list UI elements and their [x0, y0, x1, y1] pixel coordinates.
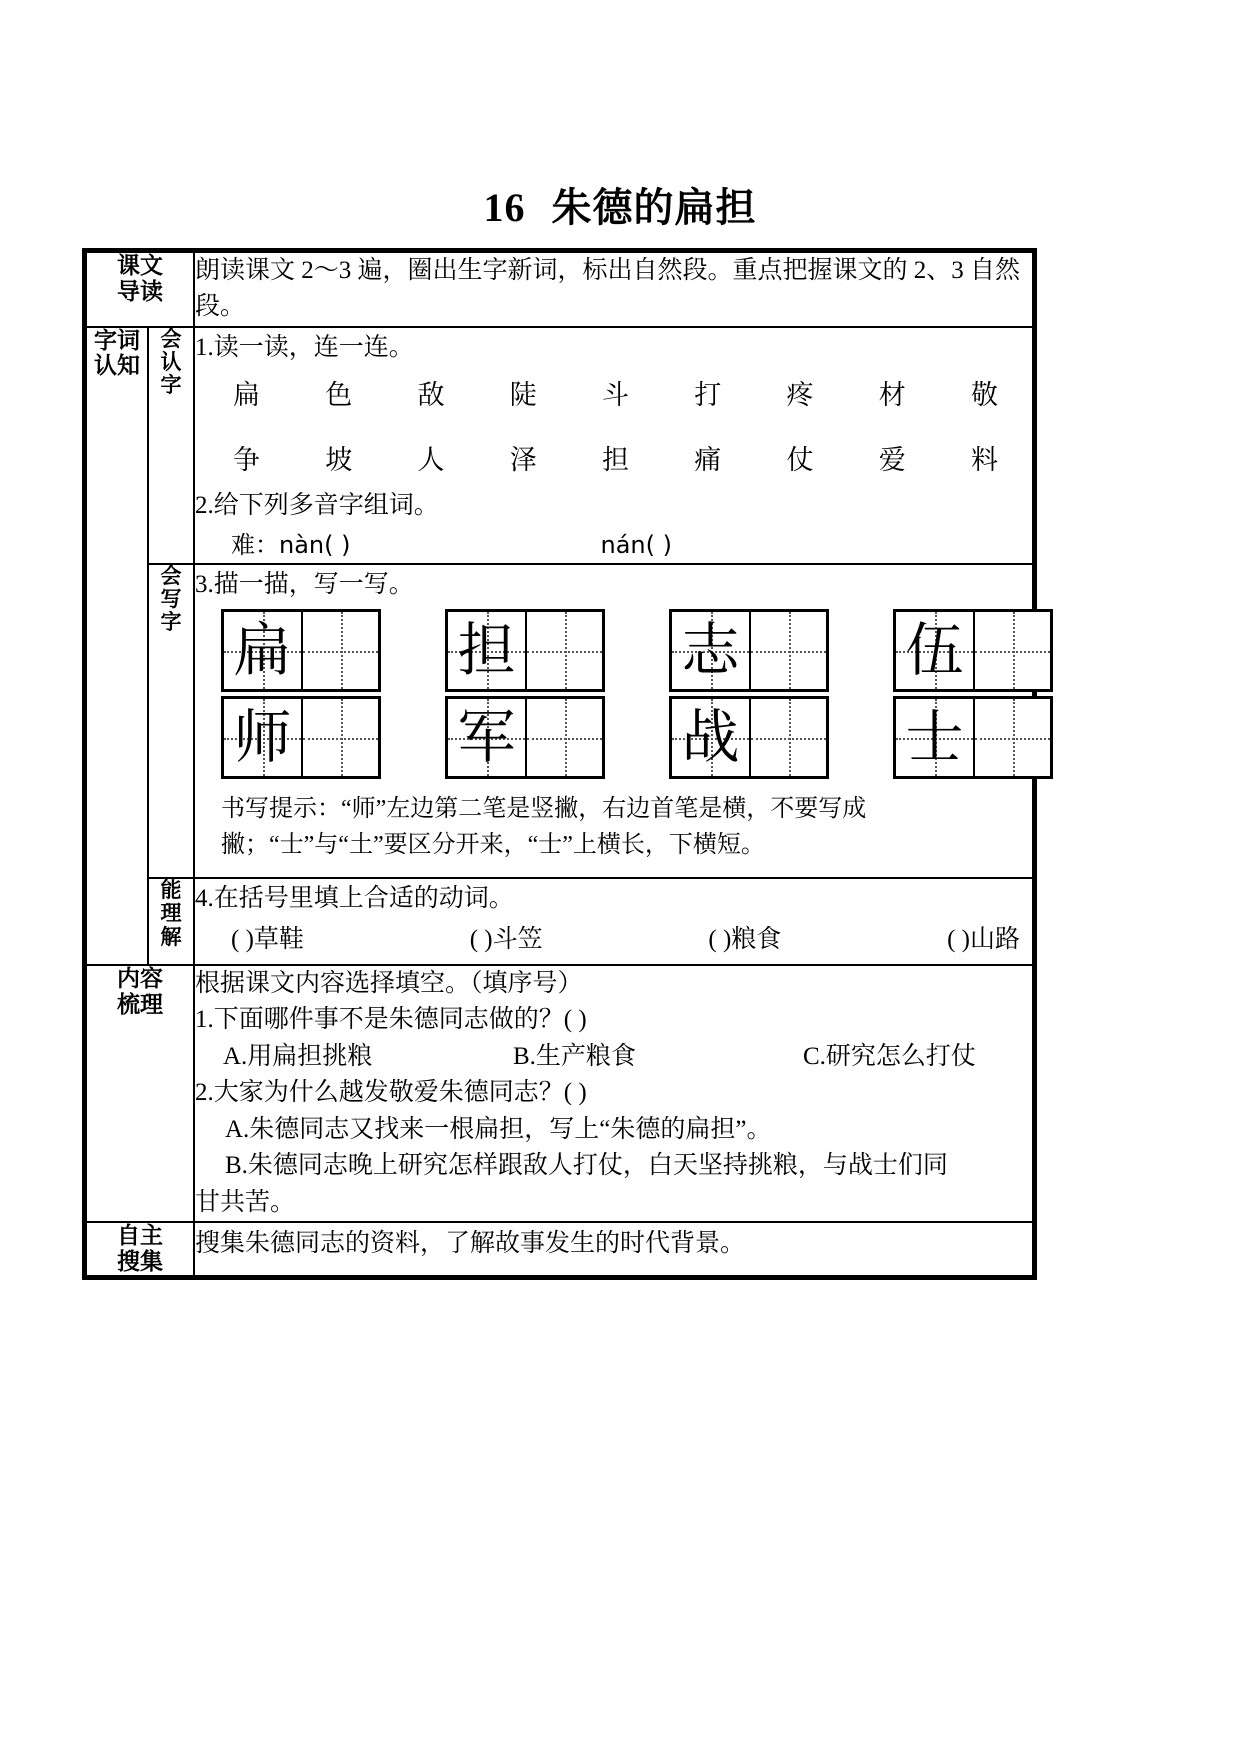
tianzige-cell-empty[interactable]	[525, 699, 602, 776]
table-row-collect	[86, 1222, 1033, 1276]
lesson-number: 16	[483, 185, 526, 230]
table-row-understand	[86, 878, 1033, 965]
sublabel-understand	[148, 878, 194, 965]
sublabel-understand-c3: 解	[160, 925, 182, 949]
tianzige-group[interactable]	[893, 609, 1053, 692]
char-item[interactable]: 爱	[878, 444, 906, 475]
tianzige-cell-empty[interactable]	[749, 699, 826, 776]
char-item[interactable]: 担	[602, 444, 629, 475]
char-item[interactable]: 扁	[233, 379, 260, 410]
review-question-1[interactable]: 1.下面哪件事不是朱德同志做的？( )	[195, 1006, 587, 1034]
review-q1-option-c[interactable]: C.研究怎么打仗	[803, 1042, 976, 1070]
row-label-review-line1: 内容	[117, 964, 163, 991]
recognize-q1: 1.读一读，连一连。	[195, 333, 414, 361]
row-label-review-line2: 梳理	[117, 990, 163, 1017]
tianzige-group[interactable]	[445, 609, 605, 692]
collect-text: 搜集朱德同志的资料，了解故事发生的时代背景。	[195, 1230, 746, 1258]
tianzige-cell-empty[interactable]	[749, 612, 826, 689]
tianzige-cell-filled	[448, 612, 525, 689]
char-item[interactable]: 仗	[786, 444, 814, 475]
row-label-guide-line1: 课文	[117, 252, 163, 278]
verb-blank-item[interactable]: ( )粮食	[708, 925, 782, 953]
sublabel-recognize	[148, 327, 194, 565]
review-q1-options	[195, 1039, 1032, 1076]
review-cell	[194, 965, 1033, 1223]
understand-q4: 4.在括号里填上合适的动词。	[195, 885, 514, 913]
char-item[interactable]: 料	[971, 444, 998, 475]
row-label-vocab-line1: 字词	[94, 326, 140, 353]
char-item[interactable]: 材	[878, 379, 906, 410]
recognize-cell	[194, 327, 1033, 565]
tianzige-cell-empty[interactable]	[973, 699, 1050, 776]
tianzige-cell-empty[interactable]	[301, 612, 378, 689]
sublabel-write-c2: 写	[160, 588, 182, 612]
verb-blank-item[interactable]: ( )草鞋	[231, 925, 304, 953]
duoyin-answer-line	[195, 528, 1032, 563]
review-intro: 根据课文内容选择填空。（填序号）	[195, 969, 583, 997]
writing-grid-row2	[221, 696, 1024, 779]
review-q2-option-b-line1[interactable]: B.朱德同志晚上研究怎样跟敌人打仗，白天坚持挑粮，与战士们同	[225, 1152, 948, 1180]
lesson-title-text: 朱德的扁担	[551, 185, 757, 230]
char-item[interactable]: 坡	[325, 444, 353, 475]
row-label-review	[86, 965, 194, 1223]
sublabel-understand-c1: 能	[160, 879, 182, 903]
table-row-review	[86, 965, 1033, 1223]
tianzige-cell-filled	[896, 699, 973, 776]
char-item[interactable]: 色	[325, 379, 353, 410]
review-q1-option-b[interactable]: B.生产粮食	[513, 1042, 636, 1070]
review-q1-option-a[interactable]: A.用扁担挑粮	[223, 1042, 373, 1070]
tianzige-cell-empty[interactable]	[973, 612, 1050, 689]
duoyin-first-blank[interactable]: 难：nàn( )	[231, 531, 351, 560]
tianzige-cell-filled	[896, 612, 973, 689]
tianzige-cell-empty[interactable]	[301, 699, 378, 776]
duoyin-second-blank[interactable]: nán( )	[600, 531, 672, 560]
review-q2-option-a[interactable]: A.朱德同志又找来一根扁担，写上“朱德的扁担”。	[225, 1115, 772, 1143]
char-item[interactable]: 疼	[786, 379, 814, 410]
sublabel-write	[148, 564, 194, 878]
table-row-guide	[86, 252, 1033, 327]
recognize-chars-row1	[195, 376, 1032, 415]
guide-text: 朗读课文 2～3 遍，圈出生字新词，标出自然段。重点把握课文的 2、3 自然段。	[195, 257, 1021, 321]
tianzige-cell-empty[interactable]	[525, 612, 602, 689]
tianzige-cell-filled	[224, 699, 301, 776]
collect-cell	[194, 1222, 1033, 1276]
writing-grid-row1	[221, 609, 1024, 692]
verb-blank-item[interactable]: ( )山路	[947, 925, 1020, 953]
sublabel-recognize-c2: 认	[160, 350, 182, 374]
tianzige-group[interactable]	[669, 609, 829, 692]
row-label-collect-line2: 搜集	[117, 1248, 163, 1275]
review-q2-option-b-line2: 甘共苦。	[195, 1188, 296, 1216]
row-label-guide-line2: 导读	[117, 277, 163, 304]
tianzige-cell-filled	[448, 699, 525, 776]
recognize-q2: 2.给下列多音字组词。	[195, 492, 439, 520]
sublabel-recognize-c1: 会	[160, 327, 182, 351]
worksheet-table	[82, 248, 1037, 1280]
sublabel-understand-c2: 理	[160, 902, 182, 926]
tianzige-cell-filled	[224, 612, 301, 689]
tianzige-cell-filled	[672, 699, 749, 776]
table-row-recognize	[86, 327, 1033, 565]
guide-text-cell	[194, 252, 1033, 327]
grid-character: 担	[457, 617, 516, 683]
char-item[interactable]: 敌	[417, 379, 445, 410]
char-item[interactable]: 斗	[602, 379, 629, 410]
understand-cell	[194, 878, 1033, 965]
grid-character: 战	[681, 704, 740, 770]
row-label-guide	[86, 252, 194, 327]
char-item[interactable]: 痛	[694, 444, 722, 475]
writing-tip-line2: 撇；“士”与“土”要区分开来，“士”上横长，下横短。	[221, 832, 765, 859]
tianzige-group[interactable]	[893, 696, 1053, 779]
sublabel-write-c1: 会	[160, 565, 182, 589]
recognize-chars-row2	[195, 441, 1032, 480]
tianzige-cell-filled	[672, 612, 749, 689]
char-item[interactable]: 争	[233, 444, 260, 475]
writing-tip-line1: 书写提示：“师”左边第二笔是竖撇，右边首笔是横，不要写成	[221, 796, 867, 823]
grid-character: 志	[681, 617, 740, 683]
write-q3: 3.描一描，写一写。	[195, 571, 414, 599]
verb-blank-item[interactable]: ( )斗笠	[469, 925, 543, 953]
verb-blank-line	[195, 918, 1032, 964]
char-item[interactable]: 陡	[509, 379, 537, 410]
row-label-vocab	[86, 327, 148, 965]
review-question-2[interactable]: 2.大家为什么越发敬爱朱德同志？( )	[195, 1079, 587, 1107]
row-label-vocab-line2: 认知	[94, 352, 140, 379]
write-cell	[194, 564, 1033, 878]
char-item[interactable]: 人	[417, 444, 445, 475]
grid-character: 士	[905, 704, 964, 770]
tianzige-group[interactable]	[221, 609, 381, 692]
writing-grids	[195, 603, 1032, 785]
sublabel-write-c3: 字	[160, 611, 182, 635]
writing-tip	[195, 785, 1032, 873]
tianzige-group[interactable]	[221, 696, 381, 779]
grid-character: 师	[233, 704, 292, 770]
row-label-collect	[86, 1222, 194, 1276]
table-row-write	[86, 564, 1033, 878]
char-item[interactable]: 敬	[971, 379, 998, 410]
sublabel-recognize-c3: 字	[160, 373, 182, 397]
row-label-collect-line1: 自主	[117, 1222, 163, 1249]
char-item[interactable]: 泽	[509, 444, 537, 475]
grid-character: 伍	[905, 617, 964, 683]
grid-character: 扁	[233, 617, 292, 683]
char-item[interactable]: 打	[694, 379, 722, 410]
page-title	[0, 176, 1240, 233]
tianzige-group[interactable]	[445, 696, 605, 779]
grid-character: 军	[457, 704, 516, 770]
tianzige-group[interactable]	[669, 696, 829, 779]
